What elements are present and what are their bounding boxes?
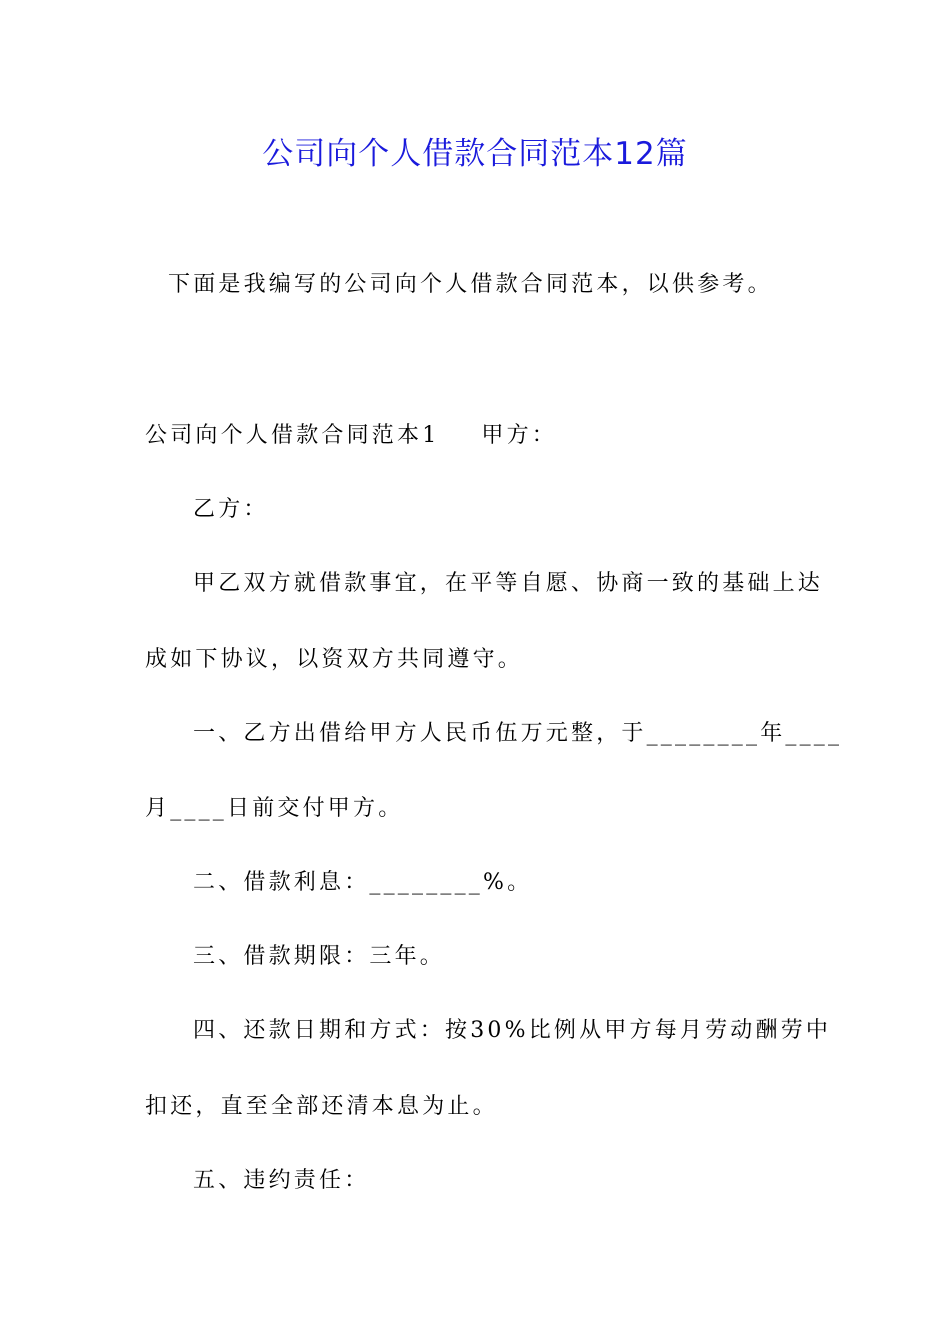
clause-4-line-1: 四、还款日期和方式：按30%比例从甲方每月劳动酬劳中 [193,1018,832,1043]
clause-1-line-1: 一、乙方出借给甲方人民币伍万元整，于________年____ [193,721,843,746]
document-title: 公司向个人借款合同范本12篇 [262,136,688,172]
section-heading: 公司向个人借款合同范本1 [145,423,440,448]
party-b-label: 乙方： [193,497,269,522]
party-a-label: 甲方： [481,423,558,448]
clause-4-line-2: 扣还，直至全部还清本息为止。 [145,1094,498,1119]
paragraph-1-line-1: 甲乙双方就借款事宜，在平等自愿、协商一致的基础上达 [193,571,824,596]
clause-5: 五、违约责任： [193,1168,370,1193]
clause-1-line-2: 月____日前交付甲方。 [145,796,404,821]
clause-2: 二、借款利息：________%。 [193,870,533,895]
clause-3: 三、借款期限：三年。 [193,944,446,969]
paragraph-1-line-2: 成如下协议，以资双方共同遵守。 [145,647,524,672]
intro-paragraph: 下面是我编写的公司向个人借款合同范本，以供参考。 [168,272,773,297]
section-heading-line [145,421,557,451]
